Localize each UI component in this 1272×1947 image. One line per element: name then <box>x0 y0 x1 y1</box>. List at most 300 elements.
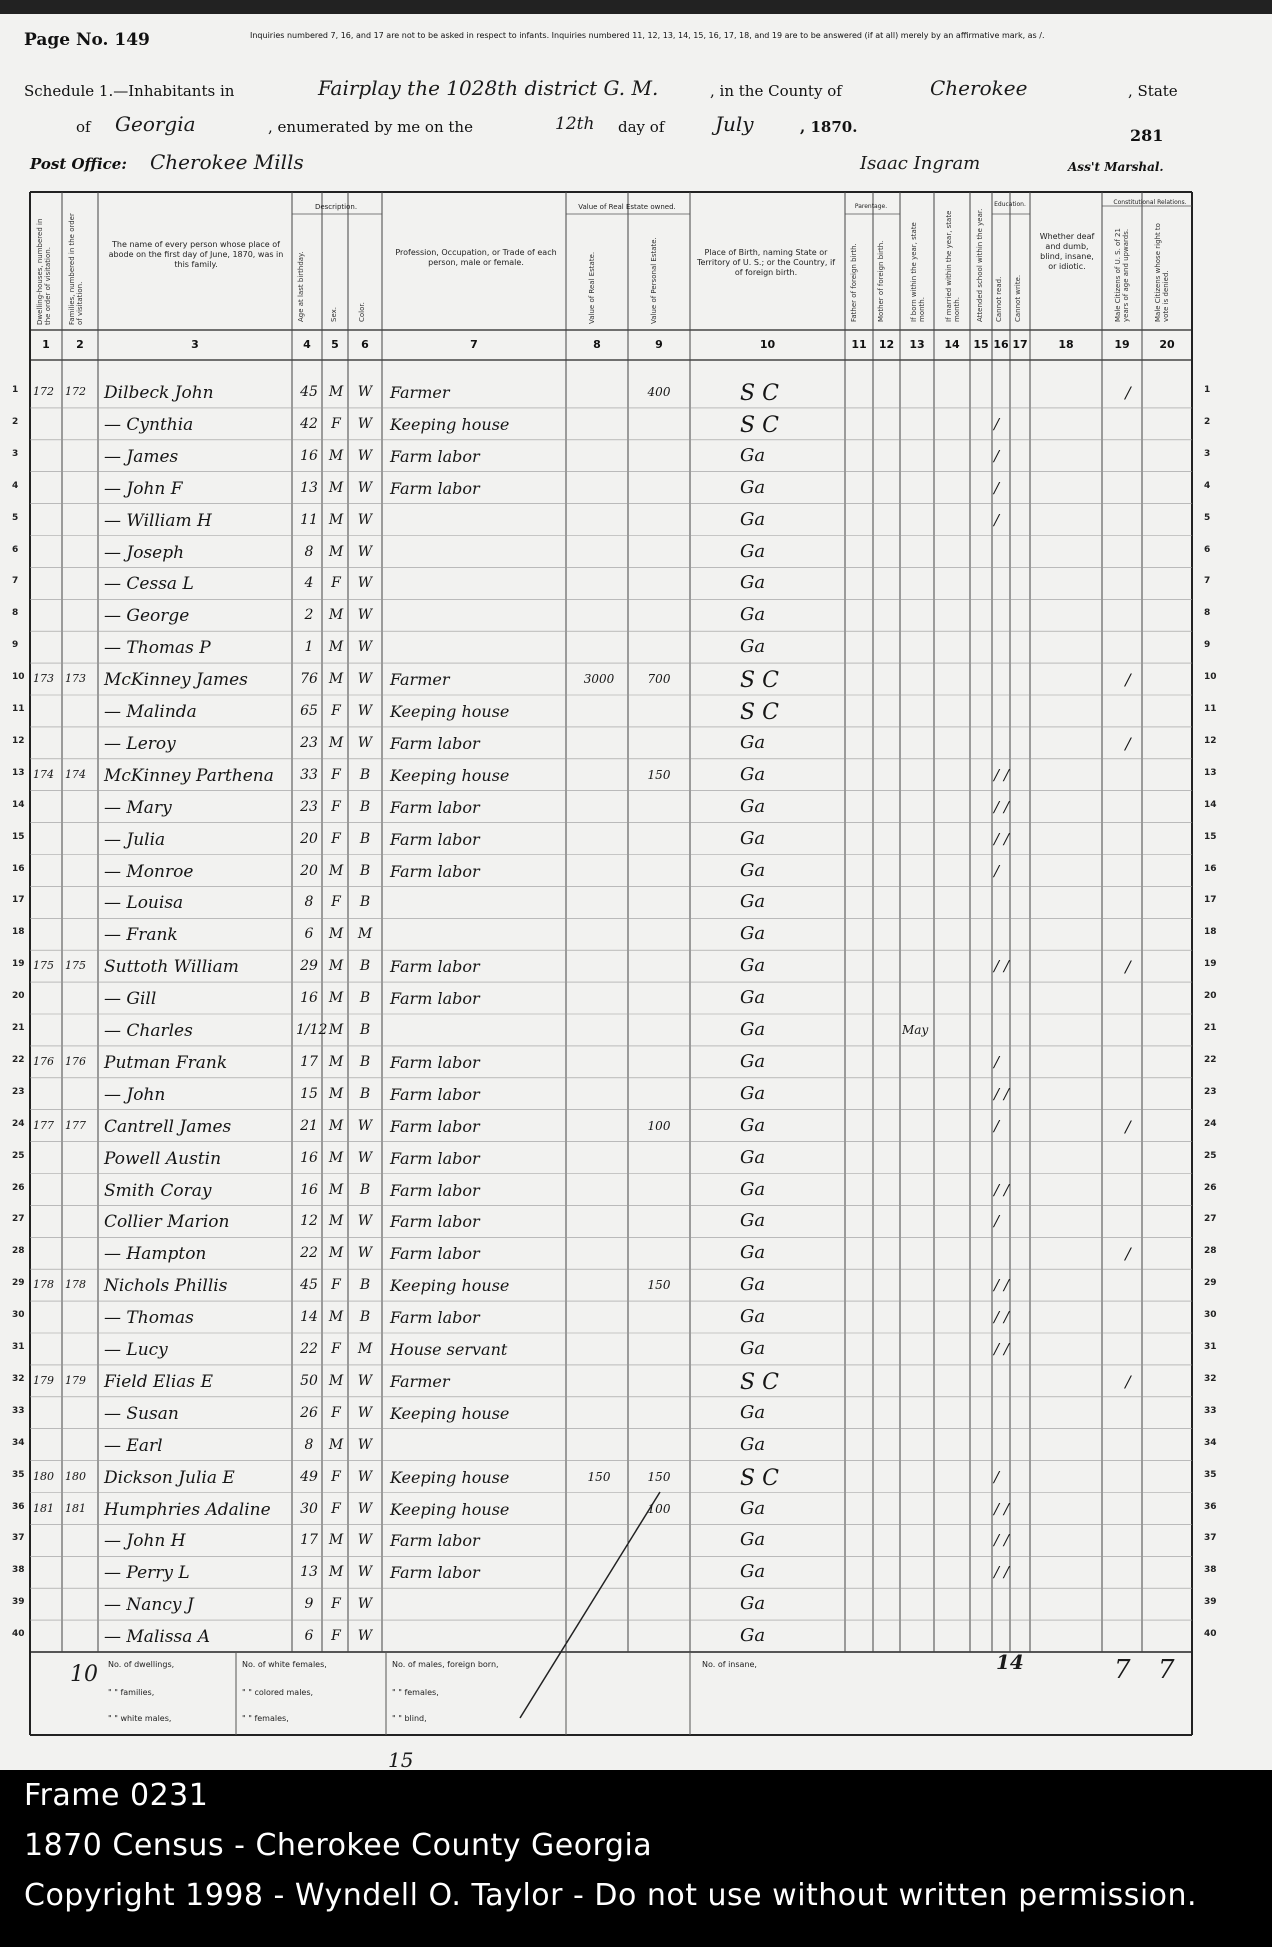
person-occupation: Farm labor <box>390 1212 480 1232</box>
person-occupation: Farm labor <box>390 1563 480 1583</box>
birth-place: Ga <box>740 636 766 658</box>
row-number-left: 36 <box>12 1501 25 1512</box>
education-marks: / <box>994 1116 1000 1135</box>
person-color: W <box>357 1436 373 1453</box>
row-number-left: 3 <box>12 448 19 459</box>
dwelling-number: 178 <box>33 1278 54 1292</box>
col-13-header: If born within the year, state month. <box>910 222 926 322</box>
personal-estate-value: 100 <box>647 1118 671 1133</box>
person-color: W <box>357 1117 373 1134</box>
row-number-left: 25 <box>12 1150 25 1161</box>
col-9-header: Value of Personal Estate. <box>650 237 658 324</box>
person-name: Smith Coray <box>104 1180 212 1201</box>
person-name: — Thomas <box>104 1308 194 1329</box>
person-occupation: Farm labor <box>390 1180 480 1200</box>
person-color: W <box>357 575 373 592</box>
person-occupation: Farm labor <box>390 733 480 753</box>
education-marks: / <box>994 478 1000 497</box>
row-number-right: 7 <box>1204 576 1211 587</box>
constitutional-header: Constitutional Relations. <box>1113 199 1187 206</box>
person-name: Humphries Adaline <box>104 1499 271 1520</box>
dwelling-number: 179 <box>33 1373 54 1387</box>
column-number: 14 <box>944 338 960 351</box>
birth-place: S C <box>740 1465 779 1491</box>
person-occupation: Farm labor <box>390 1148 480 1168</box>
birth-place: Ga <box>740 1274 766 1296</box>
row-number-left: 15 <box>12 831 25 842</box>
birth-place: Ga <box>740 1050 766 1072</box>
birth-month: May <box>902 1023 929 1037</box>
birth-place: Ga <box>740 540 766 562</box>
row-number-left: 38 <box>12 1565 25 1576</box>
birth-place: S C <box>740 412 779 438</box>
inquiry-note: Inquiries numbered 7, 16, and 17 are not to be asked in respect to infants. Inquiries numbered 11, 12, 13, 14, 15, 16, 17, 18, and 19 are to be answered (if at all) merely by an affirmative mark, as /. <box>250 31 1045 40</box>
person-occupation: Keeping house <box>390 1403 510 1423</box>
citizen-mark: / <box>1125 1116 1131 1136</box>
summary-foreign-females: " " females, <box>392 1688 439 1697</box>
row-number-right: 15 <box>1204 831 1217 842</box>
dwelling-number: 181 <box>33 1501 54 1515</box>
person-name: — Earl <box>104 1435 163 1456</box>
person-name: — Louisa <box>104 893 184 914</box>
person-age: 16 <box>300 1149 318 1166</box>
col-4-header: Age at last birthday. <box>297 251 305 322</box>
person-age: 17 <box>300 1532 318 1549</box>
person-age: 16 <box>300 990 318 1007</box>
person-occupation: Farm labor <box>390 1084 480 1104</box>
row-number-right: 31 <box>1204 1342 1217 1352</box>
person-occupation: Keeping house <box>390 1499 510 1519</box>
row-number-right: 4 <box>1204 480 1211 491</box>
person-age: 15 <box>300 1085 318 1102</box>
person-age: 49 <box>300 1468 318 1485</box>
person-sex: F <box>331 1500 341 1517</box>
row-number-right: 3 <box>1204 448 1211 459</box>
person-age: 16 <box>300 1181 318 1198</box>
row-number-right: 23 <box>1204 1086 1217 1097</box>
birth-place: Ga <box>740 1338 766 1359</box>
row-number-left: 6 <box>12 544 19 555</box>
column-number: 10 <box>759 338 776 351</box>
person-occupation: Farm labor <box>390 1116 480 1136</box>
person-age: 8 <box>304 1436 314 1453</box>
enumeration-day: 12th <box>555 114 595 134</box>
dwelling-number: 180 <box>33 1469 54 1483</box>
person-sex: F <box>331 1596 341 1613</box>
person-color: B <box>359 1085 371 1102</box>
person-sex: F <box>331 1468 341 1485</box>
person-color: B <box>359 1181 371 1198</box>
row-number-right: 12 <box>1204 735 1217 746</box>
col-14-header: If married within the year, state month. <box>945 210 961 322</box>
birth-place: S C <box>740 381 779 406</box>
person-color: W <box>357 1372 373 1389</box>
person-name: — Leroy <box>104 733 176 754</box>
person-color: B <box>359 1053 371 1070</box>
person-sex: M <box>328 926 344 943</box>
row-number-right: 18 <box>1204 927 1217 938</box>
row-number-right: 28 <box>1204 1246 1217 1257</box>
person-color: W <box>357 511 373 528</box>
birth-place: Ga <box>740 1497 766 1519</box>
person-color: W <box>357 1628 373 1645</box>
person-sex: M <box>328 543 344 560</box>
person-color: W <box>357 1532 373 1549</box>
c20-total: 7 <box>1158 1655 1175 1685</box>
real-estate-value: 3000 <box>583 672 615 687</box>
person-color: W <box>357 447 373 464</box>
footer-frame: Frame 0231 <box>24 1778 209 1813</box>
enumeration-year: , 1870. <box>800 118 858 136</box>
col-2-header: Families, numbered in the order of visitation. <box>68 213 84 325</box>
person-sex: M <box>328 1564 344 1581</box>
row-number-right: 37 <box>1204 1533 1217 1544</box>
person-name: Dilbeck John <box>104 383 214 403</box>
person-sex: M <box>328 384 344 400</box>
person-sex: F <box>331 1277 341 1294</box>
education-marks: / / <box>994 1308 1009 1327</box>
person-age: 9 <box>304 1596 314 1613</box>
person-name: Powell Austin <box>104 1148 222 1169</box>
citizen-mark: / <box>1125 670 1131 690</box>
person-age: 11 <box>300 511 318 528</box>
person-color: B <box>359 862 371 879</box>
col-10-header: Place of Birth, naming State or Territory of U. S.; or the Country, if of foreign birth. <box>696 248 836 277</box>
birth-place: Ga <box>740 827 766 849</box>
col-3-header: The name of every person whose place of abode on the first day of June, 1870, was in this family. <box>108 240 284 269</box>
row-number-left: 2 <box>12 416 19 427</box>
column-number: 7 <box>470 338 478 351</box>
person-occupation: Farm labor <box>390 861 480 881</box>
birth-place: Ga <box>740 1178 766 1200</box>
row-number-left: 31 <box>12 1342 25 1352</box>
column-number: 9 <box>655 338 663 351</box>
row-number-left: 40 <box>12 1629 25 1640</box>
person-occupation: Farm labor <box>390 797 480 817</box>
family-number: 180 <box>65 1469 86 1483</box>
person-name: Field Elias E <box>104 1371 213 1392</box>
person-age: 20 <box>300 830 318 847</box>
person-color: W <box>357 543 373 560</box>
summary-white-females: No. of white females, <box>242 1660 327 1669</box>
row-number-left: 27 <box>12 1214 25 1225</box>
row-number-left: 23 <box>12 1086 25 1097</box>
person-name: — John <box>104 1084 166 1105</box>
person-color: W <box>357 1468 373 1485</box>
enumeration-month: July <box>715 112 754 136</box>
row-number-right: 17 <box>1204 895 1217 906</box>
birth-place: Ga <box>740 987 766 1009</box>
person-age: 8 <box>304 894 314 911</box>
row-number-right: 34 <box>1204 1437 1217 1448</box>
row-number-right: 24 <box>1204 1118 1217 1129</box>
column-number: 5 <box>331 338 339 351</box>
enumerated-label: , enumerated by me on the <box>268 118 473 136</box>
row-number-left: 39 <box>12 1597 25 1608</box>
education-marks: / <box>994 861 1000 880</box>
c19-total: 7 <box>1114 1655 1131 1685</box>
education-marks: / / <box>994 1276 1009 1295</box>
summary-insane: No. of insane, <box>702 1660 757 1669</box>
col-7-header: Profession, Occupation, or Trade of each person, male or female. <box>395 248 557 267</box>
person-sex: M <box>328 479 344 496</box>
birth-place: Ga <box>740 1082 766 1104</box>
row-number-left: 21 <box>12 1023 25 1033</box>
footer-title: 1870 Census - Cherokee County Georgia <box>24 1828 653 1863</box>
row-number-right: 21 <box>1204 1023 1217 1033</box>
row-number-right: 29 <box>1204 1278 1217 1289</box>
row-number-left: 4 <box>12 480 19 491</box>
row-number-left: 17 <box>12 895 25 906</box>
row-number-left: 20 <box>12 991 25 1002</box>
post-office-label: Post Office: <box>30 155 127 173</box>
family-number: 181 <box>65 1501 86 1515</box>
person-age: 4 <box>304 575 314 592</box>
state-name: Georgia <box>115 112 196 136</box>
person-age: 45 <box>300 384 318 400</box>
education-marks: / / <box>994 1499 1009 1518</box>
family-number: 179 <box>65 1373 86 1387</box>
page-number: Page No. 149 <box>24 30 150 50</box>
summary-dwellings: No. of dwellings, <box>108 1660 175 1669</box>
dwelling-number: 173 <box>33 672 54 686</box>
birth-place: S C <box>740 700 779 725</box>
row-number-right: 40 <box>1204 1629 1217 1640</box>
person-color: B <box>359 1309 371 1326</box>
column-number: 1 <box>42 338 50 351</box>
person-name: — Charles <box>104 1021 193 1041</box>
dwelling-number: 176 <box>33 1054 54 1068</box>
person-name: — Frank <box>104 925 178 946</box>
birth-place: S C <box>740 1369 779 1395</box>
person-sex: F <box>331 894 341 911</box>
family-number: 172 <box>65 385 86 398</box>
row-number-left: 34 <box>12 1437 25 1448</box>
person-color: B <box>359 1022 371 1038</box>
person-name: McKinney James <box>104 670 248 691</box>
column-number: 18 <box>1058 338 1074 351</box>
column-number: 20 <box>1159 338 1175 351</box>
row-number-left: 14 <box>12 799 25 810</box>
birth-place: Ga <box>740 795 766 817</box>
birth-place: Ga <box>740 763 766 785</box>
person-name: — Hampton <box>104 1244 207 1265</box>
person-age: 13 <box>300 479 318 496</box>
person-occupation: Farm labor <box>390 1531 480 1551</box>
citizen-mark: / <box>1125 733 1131 753</box>
person-sex: M <box>328 447 344 464</box>
person-name: Suttoth William <box>104 957 239 978</box>
row-number-right: 16 <box>1204 863 1217 874</box>
schedule-label: Schedule 1.—Inhabitants in <box>24 82 235 100</box>
row-number-right: 20 <box>1204 991 1217 1002</box>
county-name: Cherokee <box>930 76 1028 100</box>
row-number-left: 13 <box>12 767 25 778</box>
person-age: 33 <box>300 766 318 783</box>
education-marks: / / <box>994 1180 1009 1199</box>
personal-estate-value: 400 <box>647 385 671 399</box>
row-number-right: 2 <box>1204 416 1211 427</box>
person-sex: F <box>331 1628 341 1645</box>
row-number-left: 12 <box>12 735 25 746</box>
person-sex: M <box>328 1022 344 1038</box>
person-sex: M <box>328 1245 344 1262</box>
row-number-left: 9 <box>12 640 19 651</box>
person-sex: F <box>331 766 341 783</box>
column-number: 3 <box>191 338 199 351</box>
row-number-left: 19 <box>12 959 25 970</box>
row-number-left: 24 <box>12 1118 25 1129</box>
person-age: 22 <box>300 1341 318 1357</box>
row-number-right: 19 <box>1204 959 1217 970</box>
family-number: 173 <box>65 672 86 686</box>
summary-females: " " females, <box>242 1714 289 1723</box>
col-20-header: Male Citizens whose right to vote is denied. <box>1154 223 1170 322</box>
birth-place: Ga <box>740 731 766 753</box>
person-sex: F <box>331 415 341 432</box>
person-color: B <box>359 958 371 975</box>
column-number: 17 <box>1012 338 1028 351</box>
person-sex: M <box>328 1309 344 1326</box>
person-color: W <box>357 639 373 656</box>
birth-place: Ga <box>740 1561 766 1583</box>
person-occupation: Farm labor <box>390 1244 480 1264</box>
education-marks: / <box>994 1467 1000 1486</box>
birth-place: Ga <box>740 1593 766 1615</box>
person-sex: F <box>331 575 341 592</box>
person-occupation: Farmer <box>390 1371 450 1391</box>
person-age: 21 <box>300 1117 318 1134</box>
row-number-left: 18 <box>12 927 25 938</box>
person-occupation: Farm labor <box>390 1308 480 1328</box>
person-color: W <box>357 607 373 624</box>
person-age: 22 <box>300 1245 318 1262</box>
citizen-mark: / <box>1125 1371 1131 1391</box>
birth-place: Ga <box>740 604 766 626</box>
column-number: 8 <box>593 338 601 351</box>
person-occupation: Keeping house <box>390 1276 510 1296</box>
col-12-header: Mother of foreign birth. <box>877 240 885 322</box>
person-sex: F <box>331 1404 341 1421</box>
family-number: 177 <box>65 1118 86 1132</box>
person-age: 20 <box>300 862 318 879</box>
person-name: — Malinda <box>104 702 197 722</box>
person-color: B <box>359 894 371 911</box>
person-age: 50 <box>300 1372 318 1389</box>
person-name: — Julia <box>104 829 166 850</box>
person-name: — Mary <box>104 797 172 818</box>
row-number-left: 1 <box>12 385 19 395</box>
citizen-mark: / <box>1125 383 1131 402</box>
row-number-left: 11 <box>12 704 25 714</box>
row-number-right: 35 <box>1204 1469 1217 1480</box>
person-color: W <box>357 703 373 719</box>
col-6-header: Color. <box>358 302 366 322</box>
birth-place: Ga <box>740 1401 766 1423</box>
col-19-header: Male Citizens of U. S. of 21 years of age and upwards. <box>1114 228 1130 322</box>
person-name: Nichols Phillis <box>104 1276 228 1297</box>
column-number: 13 <box>909 338 925 351</box>
person-sex: M <box>328 1532 344 1549</box>
person-name: — John H <box>104 1531 186 1552</box>
birth-place: Ga <box>740 444 766 466</box>
person-age: 16 <box>300 447 318 464</box>
person-color: B <box>359 990 371 1007</box>
row-number-right: 26 <box>1204 1182 1217 1193</box>
person-color: W <box>357 1213 373 1230</box>
person-occupation: House servant <box>390 1340 508 1359</box>
column-number: 6 <box>361 338 369 351</box>
person-age: 8 <box>304 543 314 560</box>
person-sex: M <box>328 734 344 751</box>
birth-place: Ga <box>740 923 766 945</box>
education-marks: / / <box>994 1340 1009 1358</box>
person-color: B <box>359 766 371 783</box>
person-occupation: Farm labor <box>390 829 480 849</box>
person-age: 76 <box>300 671 318 688</box>
person-sex: M <box>328 1085 344 1102</box>
row-number-right: 30 <box>1204 1310 1217 1321</box>
summary-families: " " families, <box>108 1688 155 1697</box>
person-name: McKinney Parthena <box>104 765 274 786</box>
real-estate-value: 150 <box>587 1469 611 1484</box>
person-color: W <box>357 1564 373 1581</box>
personal-estate-value: 100 <box>647 1501 671 1516</box>
person-occupation: Keeping house <box>390 702 510 721</box>
person-color: W <box>357 479 373 496</box>
marshal-label: Ass't Marshal. <box>1068 160 1164 174</box>
citizen-mark: / <box>1125 1244 1131 1264</box>
personal-estate-value: 150 <box>647 767 671 782</box>
person-age: 6 <box>304 926 314 943</box>
person-sex: F <box>331 703 341 719</box>
education-marks: / <box>994 1212 1000 1231</box>
row-number-left: 28 <box>12 1246 25 1257</box>
marshal-signature: Isaac Ingram <box>860 153 981 174</box>
row-number-right: 10 <box>1204 672 1217 683</box>
person-name: — Cynthia <box>104 414 194 435</box>
column-number: 19 <box>1114 338 1130 351</box>
description-header: Description. <box>314 203 358 211</box>
summary-white-males: " " white males, <box>108 1714 172 1723</box>
row-number-right: 39 <box>1204 1597 1217 1608</box>
education-total: 14 <box>996 1650 1024 1674</box>
footer-copyright: Copyright 1998 - Wyndell O. Taylor - Do not use without written permission. <box>24 1878 1198 1913</box>
row-number-right: 27 <box>1204 1214 1217 1225</box>
person-occupation: Keeping house <box>390 414 510 434</box>
dwelling-number: 177 <box>33 1118 54 1132</box>
county-label: , in the County of <box>710 82 842 100</box>
person-sex: M <box>328 1117 344 1134</box>
person-sex: F <box>331 798 341 815</box>
row-number-left: 37 <box>12 1533 25 1544</box>
column-number: 4 <box>303 338 311 351</box>
person-sex: M <box>328 1213 344 1230</box>
education-marks: / / <box>994 765 1009 784</box>
person-color: W <box>357 1404 373 1421</box>
person-name: — James <box>104 446 179 467</box>
person-age: 1 <box>304 639 314 656</box>
col-17-header: Cannot write. <box>1014 274 1022 322</box>
birth-place: Ga <box>740 508 766 530</box>
row-number-right: 6 <box>1204 544 1211 555</box>
column-number: 2 <box>76 338 84 351</box>
person-occupation: Farm labor <box>390 1052 480 1072</box>
person-sex: M <box>328 1053 344 1070</box>
row-number-right: 1 <box>1204 385 1211 395</box>
state-label: , State <box>1128 82 1178 100</box>
row-number-right: 8 <box>1204 608 1211 619</box>
